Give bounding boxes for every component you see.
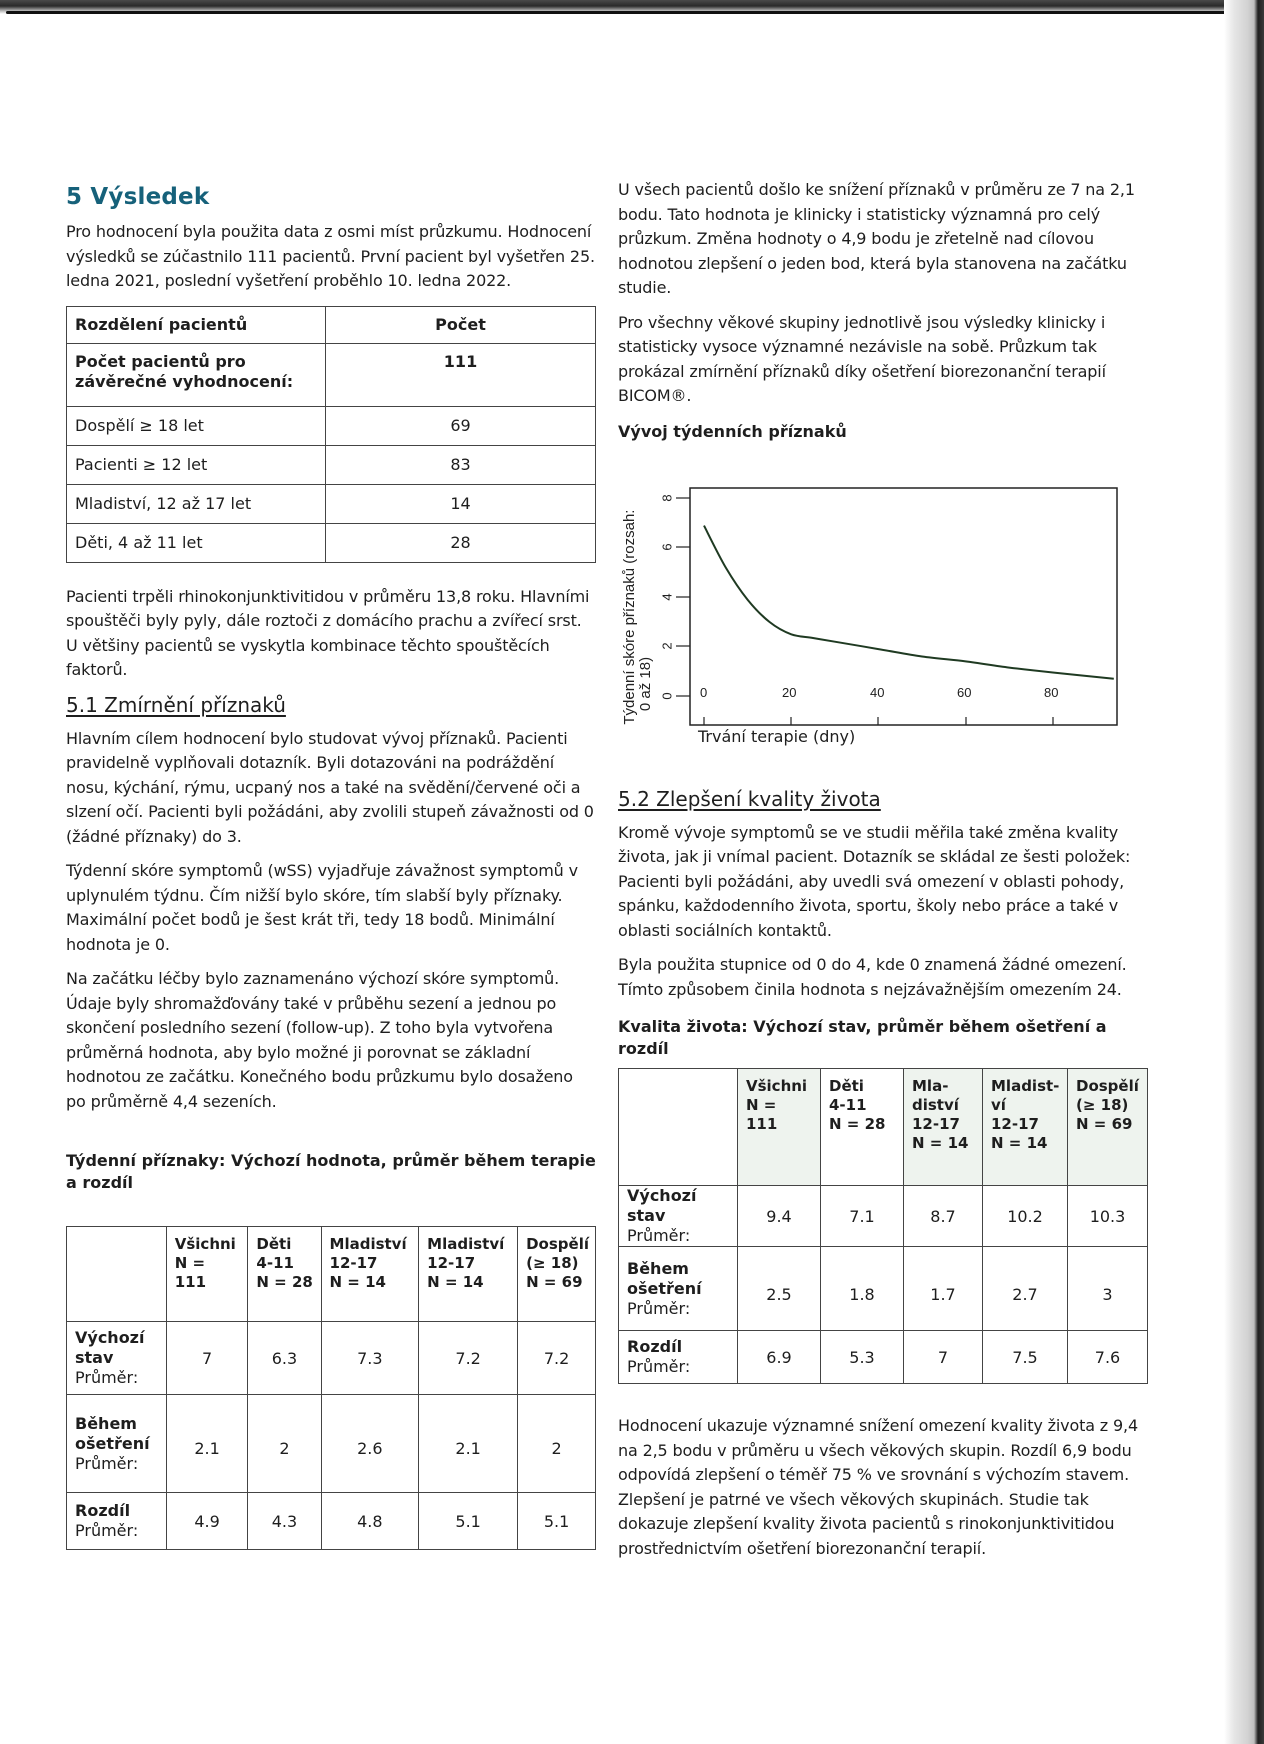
row-value: 69: [326, 406, 596, 445]
cell-value: 7: [166, 1322, 248, 1395]
row-label: Mladiství, 12 až 17 let: [67, 484, 326, 523]
symptoms-table-caption: Týdenní příznaky: Výchozí hodnota, průměr během terapie a rozdíl: [66, 1151, 596, 1192]
row-header: Výchozí stav Průměr:: [619, 1186, 738, 1247]
cell-value: 3: [1068, 1247, 1148, 1331]
symptoms-table: [66, 1226, 596, 1550]
row-value: 14: [326, 484, 596, 523]
table-row: [619, 1331, 1148, 1384]
row-label: Pacienti ≥ 12 let: [67, 445, 326, 484]
table-row: [67, 406, 596, 445]
cell-value: 2.6: [321, 1395, 419, 1493]
cell-value: 10.2: [983, 1186, 1068, 1247]
scan-edge-line: [6, 11, 1246, 14]
closing-paragraph: Hodnocení ukazuje významné snížení omezení kvality života z 9,4 na 2,5 bodu v průměru u všech věkových skupin. Rozdíl 6,9 bodu odpovídá zlepšení o téměř 75 % ve srovnání s výchozím stavem. Zlepšení je patrné ve všech věkových skupinách. Studie tak dokazuje zlepšení kvality života pacientů s rinokonjunktivitidou prostřednictvím ošetření biorezonanční terapií.: [618, 1416, 1138, 1558]
row-header: Rozdíl Průměr:: [67, 1493, 167, 1550]
cell-value: 2.7: [983, 1247, 1068, 1331]
table-row: [67, 1322, 596, 1395]
cell-value: 4.3: [248, 1493, 321, 1550]
patient-distribution-table: [66, 306, 596, 563]
cell-value: 7.5: [983, 1331, 1068, 1384]
right-column: [618, 178, 1148, 1571]
scan-edge-right: [1224, 0, 1264, 1744]
x-axis-tick-labels: 0 20 40 60 80: [700, 684, 1059, 700]
cell-value: 1.7: [904, 1247, 983, 1331]
row-header: Během ošetření Průměr:: [619, 1247, 738, 1331]
subsection-title-symptoms: 5.1 Zmírnění příznaků: [66, 692, 286, 717]
row-label: Děti, 4 až 11 let: [67, 523, 326, 562]
table-header-row: [619, 1069, 1148, 1186]
column-header: Dospělí (≥ 18) N = 69: [1068, 1069, 1148, 1186]
cell-value: 7: [904, 1331, 983, 1384]
svg-text:0: 0: [659, 691, 675, 700]
table-row: [67, 523, 596, 562]
quality-table-caption: Kvalita života: Výchozí stav, průměr během ošetření a rozdíl: [618, 1017, 1107, 1058]
column-header: Všichni N = 111: [738, 1069, 821, 1186]
symptom-trend-chart: [618, 455, 1148, 775]
table-row: [67, 484, 596, 523]
symptoms-paragraph-2: Týdenní skóre symptomů (wSS) vyjadřuje závažnost symptomů v uplynulém týdnu. Čím nižší bylo skóre, tím slabší byly příznaky. Maximální počet bodů je šest krát tři, tedy 18 bodů. Minimální hodnota je 0.: [66, 861, 578, 954]
cell-value: 6.3: [248, 1322, 321, 1395]
quality-paragraph-1: Kromě vývoje symptomů se ve studii měřila také změna kvality života, jak ji vnímal pacient. Dotazník se skládal ze šesti položek: Pacienti byli požádáni, aby uvedli svá omezení v oblasti pohody, spánku, každodenního života, sportu, školy nebo práce a také v oblasti sociálních kontaktů.: [618, 822, 1131, 940]
column-header: Mladiství 12-17 N = 14: [419, 1227, 518, 1322]
row-value: 111: [326, 343, 596, 406]
column-header: Děti 4-11 N = 28: [248, 1227, 321, 1322]
cell-value: 9.4: [738, 1186, 821, 1247]
quality-paragraph-2: Byla použita stupnice od 0 do 4, kde 0 znamená žádné omezení. Tímto způsobem činila hodnota s nejzávažnějším omezením 24.: [618, 955, 1127, 999]
row-value: 83: [326, 445, 596, 484]
y-axis-ticks: [676, 498, 690, 696]
table-row: [67, 1395, 596, 1493]
cell-value: 1.8: [821, 1247, 904, 1331]
left-column: [66, 184, 596, 1550]
results-paragraph-1: U všech pacientů došlo ke snížení příznaků v průměru ze 7 na 2,1 bodu. Tato hodnota je klinicky i statisticky významná pro celý průzkum. Změna hodnoty o 4,9 bodu je zřetelně nad cílovou hodnotou zlepšení o jeden bod, která byla stanovena na začátku studie.: [618, 180, 1135, 297]
cell-value: 7.2: [419, 1322, 518, 1395]
y-axis-label: Týdenní skóre příznaků (rozsah: 0 až 18): [621, 509, 654, 725]
y-axis-tick-labels: [659, 494, 674, 699]
intro-paragraph: Pro hodnocení byla použita data z osmi míst průzkumu. Hodnocení výsledků se zúčastnilo 111 pacientů. První pacient byl vyšetřen 25. ledna 2021, poslední vyšetření proběhlo 10. ledna 2022.: [66, 222, 595, 290]
row-label: Dospělí ≥ 18 let: [67, 406, 326, 445]
quality-of-life-table: [618, 1068, 1148, 1384]
row-header: Během ošetření Průměr:: [67, 1395, 167, 1493]
table-row: [619, 1247, 1148, 1331]
cell-value: 2: [518, 1395, 596, 1493]
svg-text:4: 4: [659, 592, 675, 601]
subsection-title-quality: 5.2 Zlepšení kvality života: [618, 786, 881, 811]
column-header: Všichni N = 111: [166, 1227, 248, 1322]
results-paragraph-2: Pro všechny věkové skupiny jednotlivě jsou výsledky klinicky i statisticky vysoce významné nezávisle na sobě. Průzkum tak prokázal zmírnění příznaků díky ošetření biorezonanční terapií BICOM®.: [618, 312, 1106, 405]
cell-value: 7.1: [821, 1186, 904, 1247]
cell-value: 10.3: [1068, 1186, 1148, 1247]
svg-text:2: 2: [659, 641, 675, 650]
cell-value: 7.3: [321, 1322, 419, 1395]
column-header: Mla- diství 12-17 N = 14: [904, 1069, 983, 1186]
empty-header-cell: [67, 1227, 167, 1322]
table-row: [67, 343, 596, 406]
empty-header-cell: [619, 1069, 738, 1186]
section-title: 5 Výsledek: [66, 184, 210, 210]
cell-value: 5.1: [518, 1493, 596, 1550]
chart-title: Vývoj týdenních příznaků: [618, 421, 847, 441]
table-row: [619, 1186, 1148, 1247]
cell-value: 4.8: [321, 1493, 419, 1550]
cell-value: 4.9: [166, 1493, 248, 1550]
cell-value: 7.6: [1068, 1331, 1148, 1384]
triggers-paragraph: Pacienti trpěli rhinokonjunktivitidou v průměru 13,8 roku. Hlavními spouštěči byly pyly, dále roztoči z domácího prachu a zvířecí srst. U většiny pacientů se vyskytla kombinace těchto spouštěcích faktorů.: [66, 586, 590, 679]
cell-value: 2.1: [166, 1395, 248, 1493]
cell-value: 6.9: [738, 1331, 821, 1384]
column-header: Dospělí (≥ 18) N = 69: [518, 1227, 596, 1322]
cell-value: 2: [248, 1395, 321, 1493]
row-header: Rozdíl Průměr:: [619, 1331, 738, 1384]
header-cell: Počet: [326, 306, 596, 343]
table-header-row: [67, 1227, 596, 1322]
row-value: 28: [326, 523, 596, 562]
table-row: [67, 445, 596, 484]
table-row: [67, 1493, 596, 1550]
svg-text:6: 6: [659, 542, 675, 551]
x-axis-label: Trvání terapie (dny): [698, 726, 856, 746]
cell-value: 5.3: [821, 1331, 904, 1384]
table-header-row: [67, 306, 596, 343]
symptoms-paragraph-3: Na začátku léčby bylo zaznamenáno výchozí skóre symptomů. Údaje byly shromažďovány také v průběhu sezení a jednou po skončení posledního sezení (follow-up). Z toho byla vytvořena průměrná hodnota, aby bylo možné ji porovnat se základní hodnotou ze začátku. Konečného bodu průzkumu bylo dosaženo po průměrně 4,4 sezeních.: [66, 969, 573, 1111]
column-header: Mladiství 12-17 N = 14: [321, 1227, 419, 1322]
column-header: Mladist- ví 12-17 N = 14: [983, 1069, 1068, 1186]
row-header: Výchozí stav Průměr:: [67, 1322, 167, 1395]
cell-value: 5.1: [419, 1493, 518, 1550]
cell-value: 8.7: [904, 1186, 983, 1247]
cell-value: 7.2: [518, 1322, 596, 1395]
symptoms-paragraph-1: Hlavním cílem hodnocení bylo studovat vývoj příznaků. Pacienti pravidelně vyplňovali dotazník. Byli dotazováni na podráždění nosu, kýchání, rýmu, ucpaný nos a také na svědění/červené oči a slzení očí. Pacienti byli požádáni, aby zvolili stupeň závažnosti od 0 (žádné příznaky) do 3.: [66, 728, 594, 846]
cell-value: 2.5: [738, 1247, 821, 1331]
row-label: Počet pacientů pro závěrečné vyhodnocení:: [67, 343, 326, 406]
svg-text:8: 8: [659, 493, 675, 502]
column-header: Děti 4-11 N = 28: [821, 1069, 904, 1186]
cell-value: 2.1: [419, 1395, 518, 1493]
header-cell: Rozdělení pacientů: [67, 306, 326, 343]
